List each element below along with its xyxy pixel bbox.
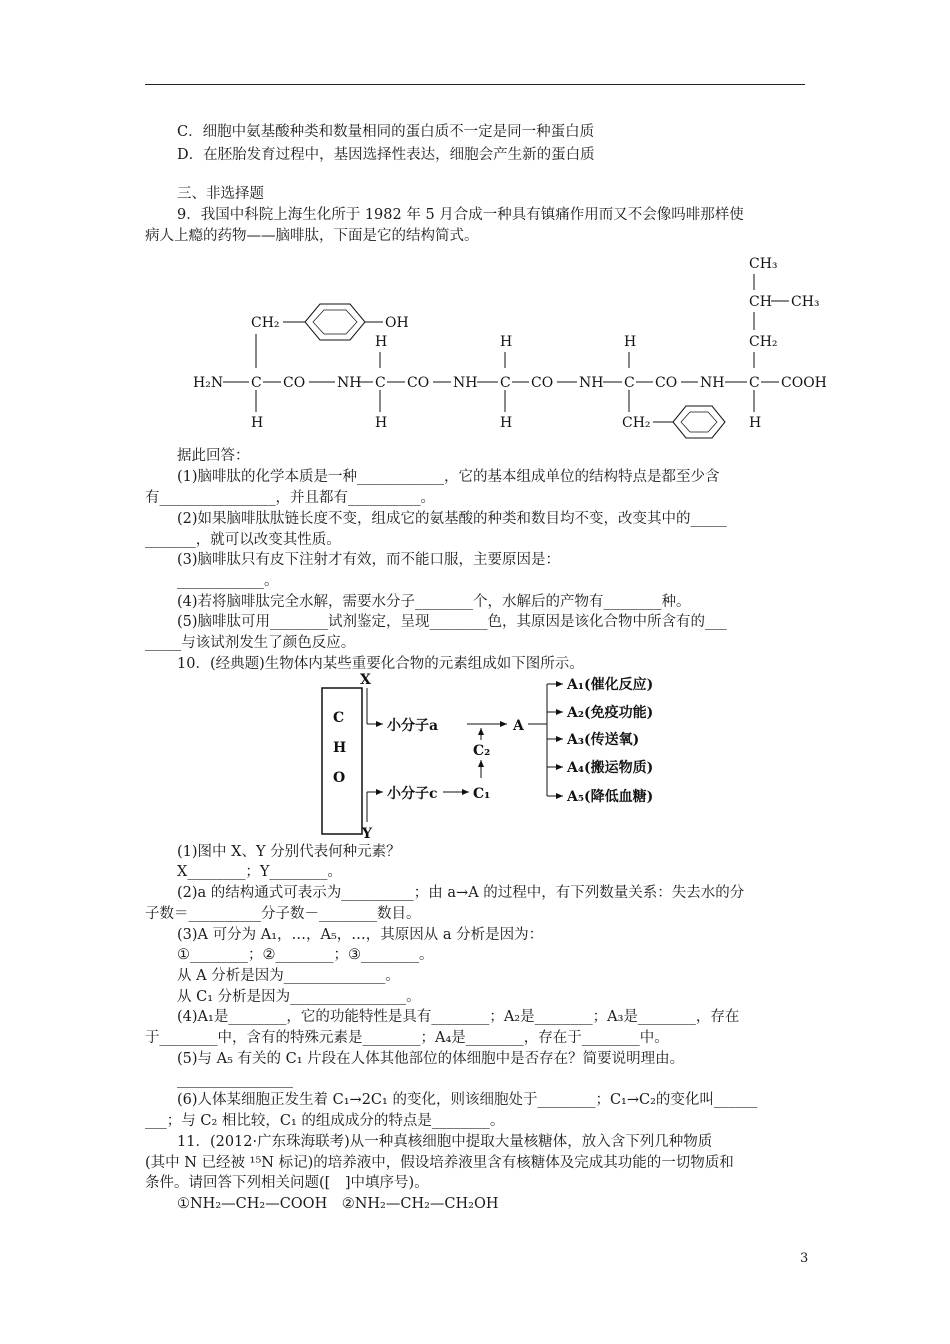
- q10-4-line2: 于________中，含有的特殊元素是________；A₄是________，存在于________中。: [145, 1030, 669, 1046]
- q10-1-answer: X________；Y________。: [177, 864, 342, 880]
- chain-nh4: NH: [700, 375, 725, 391]
- enkephalin-structure: [185, 250, 845, 440]
- label-A: A: [513, 718, 524, 734]
- q11-line4: ①NH₂—CH₂—COOH ②NH₂—CH₂—CH₂OH: [177, 1196, 499, 1212]
- h-2a: H: [375, 334, 388, 350]
- h-1: H: [251, 415, 264, 431]
- function-a2: A₂(免疫功能): [567, 705, 654, 721]
- small-molecule-a: 小分子a: [387, 718, 439, 734]
- q11-line2: (其中 N 已经被 ¹⁵N 标记)的培养液中，假设培养液里含有核糖体及完成其功能的一切物质和: [145, 1155, 734, 1171]
- q10-3-line4: 从 C₁ 分析是因为________________。: [177, 989, 421, 1005]
- header-rule: [145, 84, 805, 85]
- leu-ch3-top: CH₃: [749, 256, 778, 272]
- q9-text-1: 9．我国中科院上海生化所于 1982 年 5 月合成一种具有镇痛作用而又不会像吗啡那样使: [177, 207, 744, 223]
- element-h: H: [333, 740, 347, 756]
- page-number: 3: [800, 1251, 809, 1266]
- q9-3-line2: ____________。: [177, 573, 279, 589]
- q10-text: 10．(经典题)生物体内某些重要化合物的元素组成如下图所示。: [177, 656, 584, 672]
- q9-text-2: 病人上瘾的药物——脑啡肽，下面是它的结构简式。: [145, 228, 479, 244]
- chain-nh3: NH: [579, 375, 604, 391]
- q10-3-line3: 从 A 分析是因为______________。: [177, 968, 400, 984]
- q11-line3: 条件。请回答下列相关问题([ ]中填序号)。: [145, 1175, 429, 1191]
- chain-co1: CO: [283, 375, 306, 391]
- q10-3-line1: (3)A 可分为 A₁，…，A₅，…，其原因从 a 分析是因为：: [177, 927, 544, 943]
- q11-line1: 11．(2012·广东珠海联考)从一种真核细胞中提取大量核糖体，放入含下列几种物质: [177, 1134, 713, 1150]
- phe-ch2: CH₂: [622, 415, 651, 431]
- q10-6-line2: ___；与 C₂ 相比较，C₁ 的组成成分的特点是________。: [145, 1113, 505, 1129]
- h-2b: H: [375, 415, 388, 431]
- q10-6-line1: (6)人体某细胞正发生着 C₁→2C₁ 的变化，则该细胞处于________；C₁→C₂的变化叫______: [177, 1092, 758, 1108]
- chain-c2: C: [375, 375, 386, 391]
- q9-2-line1: (2)如果脑啡肽肽链长度不变，组成它的氨基酸的种类和数目均不变，改变其中的_____: [177, 511, 727, 527]
- element-o: O: [333, 770, 346, 786]
- q9-1-line2: 有________________，并且都有__________。: [145, 490, 435, 506]
- chain-c1: C: [251, 375, 262, 391]
- function-a1: A₁(催化反应): [567, 677, 654, 693]
- chain-c5: C: [749, 375, 760, 391]
- q9-2-line2: _______，就可以改变其性质。: [145, 532, 341, 548]
- q9-4: (4)若将脑啡肽完全水解，需要水分子________个，水解后的产物有________种。: [177, 594, 691, 610]
- chain-nh2: NH: [453, 375, 478, 391]
- label-x: X: [360, 672, 371, 688]
- q10-1: (1)图中 X、Y 分别代表何种元素？: [177, 844, 401, 860]
- chain-h2n: H₂N: [193, 375, 224, 391]
- function-a3: A₃(传送氧): [567, 732, 640, 748]
- q10-3-line2: ①________；②________；③________。: [177, 947, 434, 963]
- tyr-oh: OH: [385, 315, 409, 331]
- h-3b: H: [500, 415, 513, 431]
- function-a5: A₅(降低血糖): [567, 789, 654, 805]
- small-molecule-c: 小分子c: [387, 786, 438, 802]
- leu-ch2: CH₂: [749, 334, 778, 350]
- leu-ch: CH: [749, 294, 772, 310]
- chain-cooh: COOH: [781, 375, 827, 391]
- chain-co3: CO: [531, 375, 554, 391]
- q10-4-line1: (4)A₁是________，它的功能特性是具有________；A₂是________；A₃是________，存在: [177, 1009, 740, 1025]
- tyr-ch2: CH₂: [251, 315, 280, 331]
- q9-1-line1: (1)脑啡肽的化学本质是一种____________，它的基本组成单位的结构特点是都至少含: [177, 469, 720, 485]
- chain-c3: C: [500, 375, 511, 391]
- function-a4: A₄(搬运物质): [567, 760, 654, 776]
- option-c: C．细胞中氨基酸种类和数量相同的蛋白质不一定是同一种蛋白质: [177, 124, 595, 140]
- option-d: D．在胚胎发育过程中，基因选择性表达，细胞会产生新的蛋白质: [177, 147, 595, 163]
- label-c2: C₂: [473, 743, 491, 759]
- q10-2-line2: 子数＝__________分子数－________数目。: [145, 906, 421, 922]
- label-c1: C₁: [473, 786, 491, 802]
- chain-c4: C: [624, 375, 635, 391]
- section-heading: 三、非选择题: [177, 186, 264, 202]
- chain-nh1: NH: [337, 375, 362, 391]
- q9-3-line1: (3)脑啡肽只有皮下注射才有效，而不能口服，主要原因是：: [177, 552, 561, 568]
- chain-co4: CO: [655, 375, 678, 391]
- q9-5-line2: _____与该试剂发生了颜色反应。: [145, 635, 356, 651]
- q10-2-line1: (2)a 的结构通式可表示为__________；由 a→A 的过程中，有下列数量关系：失去水的分: [177, 885, 745, 901]
- composition-diagram: [315, 670, 675, 840]
- chain-co2: CO: [407, 375, 430, 391]
- leu-ch3-side: CH₃: [791, 294, 820, 310]
- h-3a: H: [500, 334, 513, 350]
- h-5: H: [749, 415, 762, 431]
- q9-5-line1: (5)脑啡肽可用________试剂鉴定，呈现________色，其原因是该化合物中所含有的___: [177, 614, 727, 630]
- label-y: Y: [362, 826, 372, 840]
- q10-5-answer: ________________: [177, 1072, 293, 1088]
- h-4a: H: [624, 334, 637, 350]
- q9-prompt: 据此回答：: [177, 448, 250, 464]
- element-c: C: [333, 710, 345, 726]
- q10-5: (5)与 A₅ 有关的 C₁ 片段在人体其他部位的体细胞中是否存在？简要说明理由。: [177, 1051, 685, 1067]
